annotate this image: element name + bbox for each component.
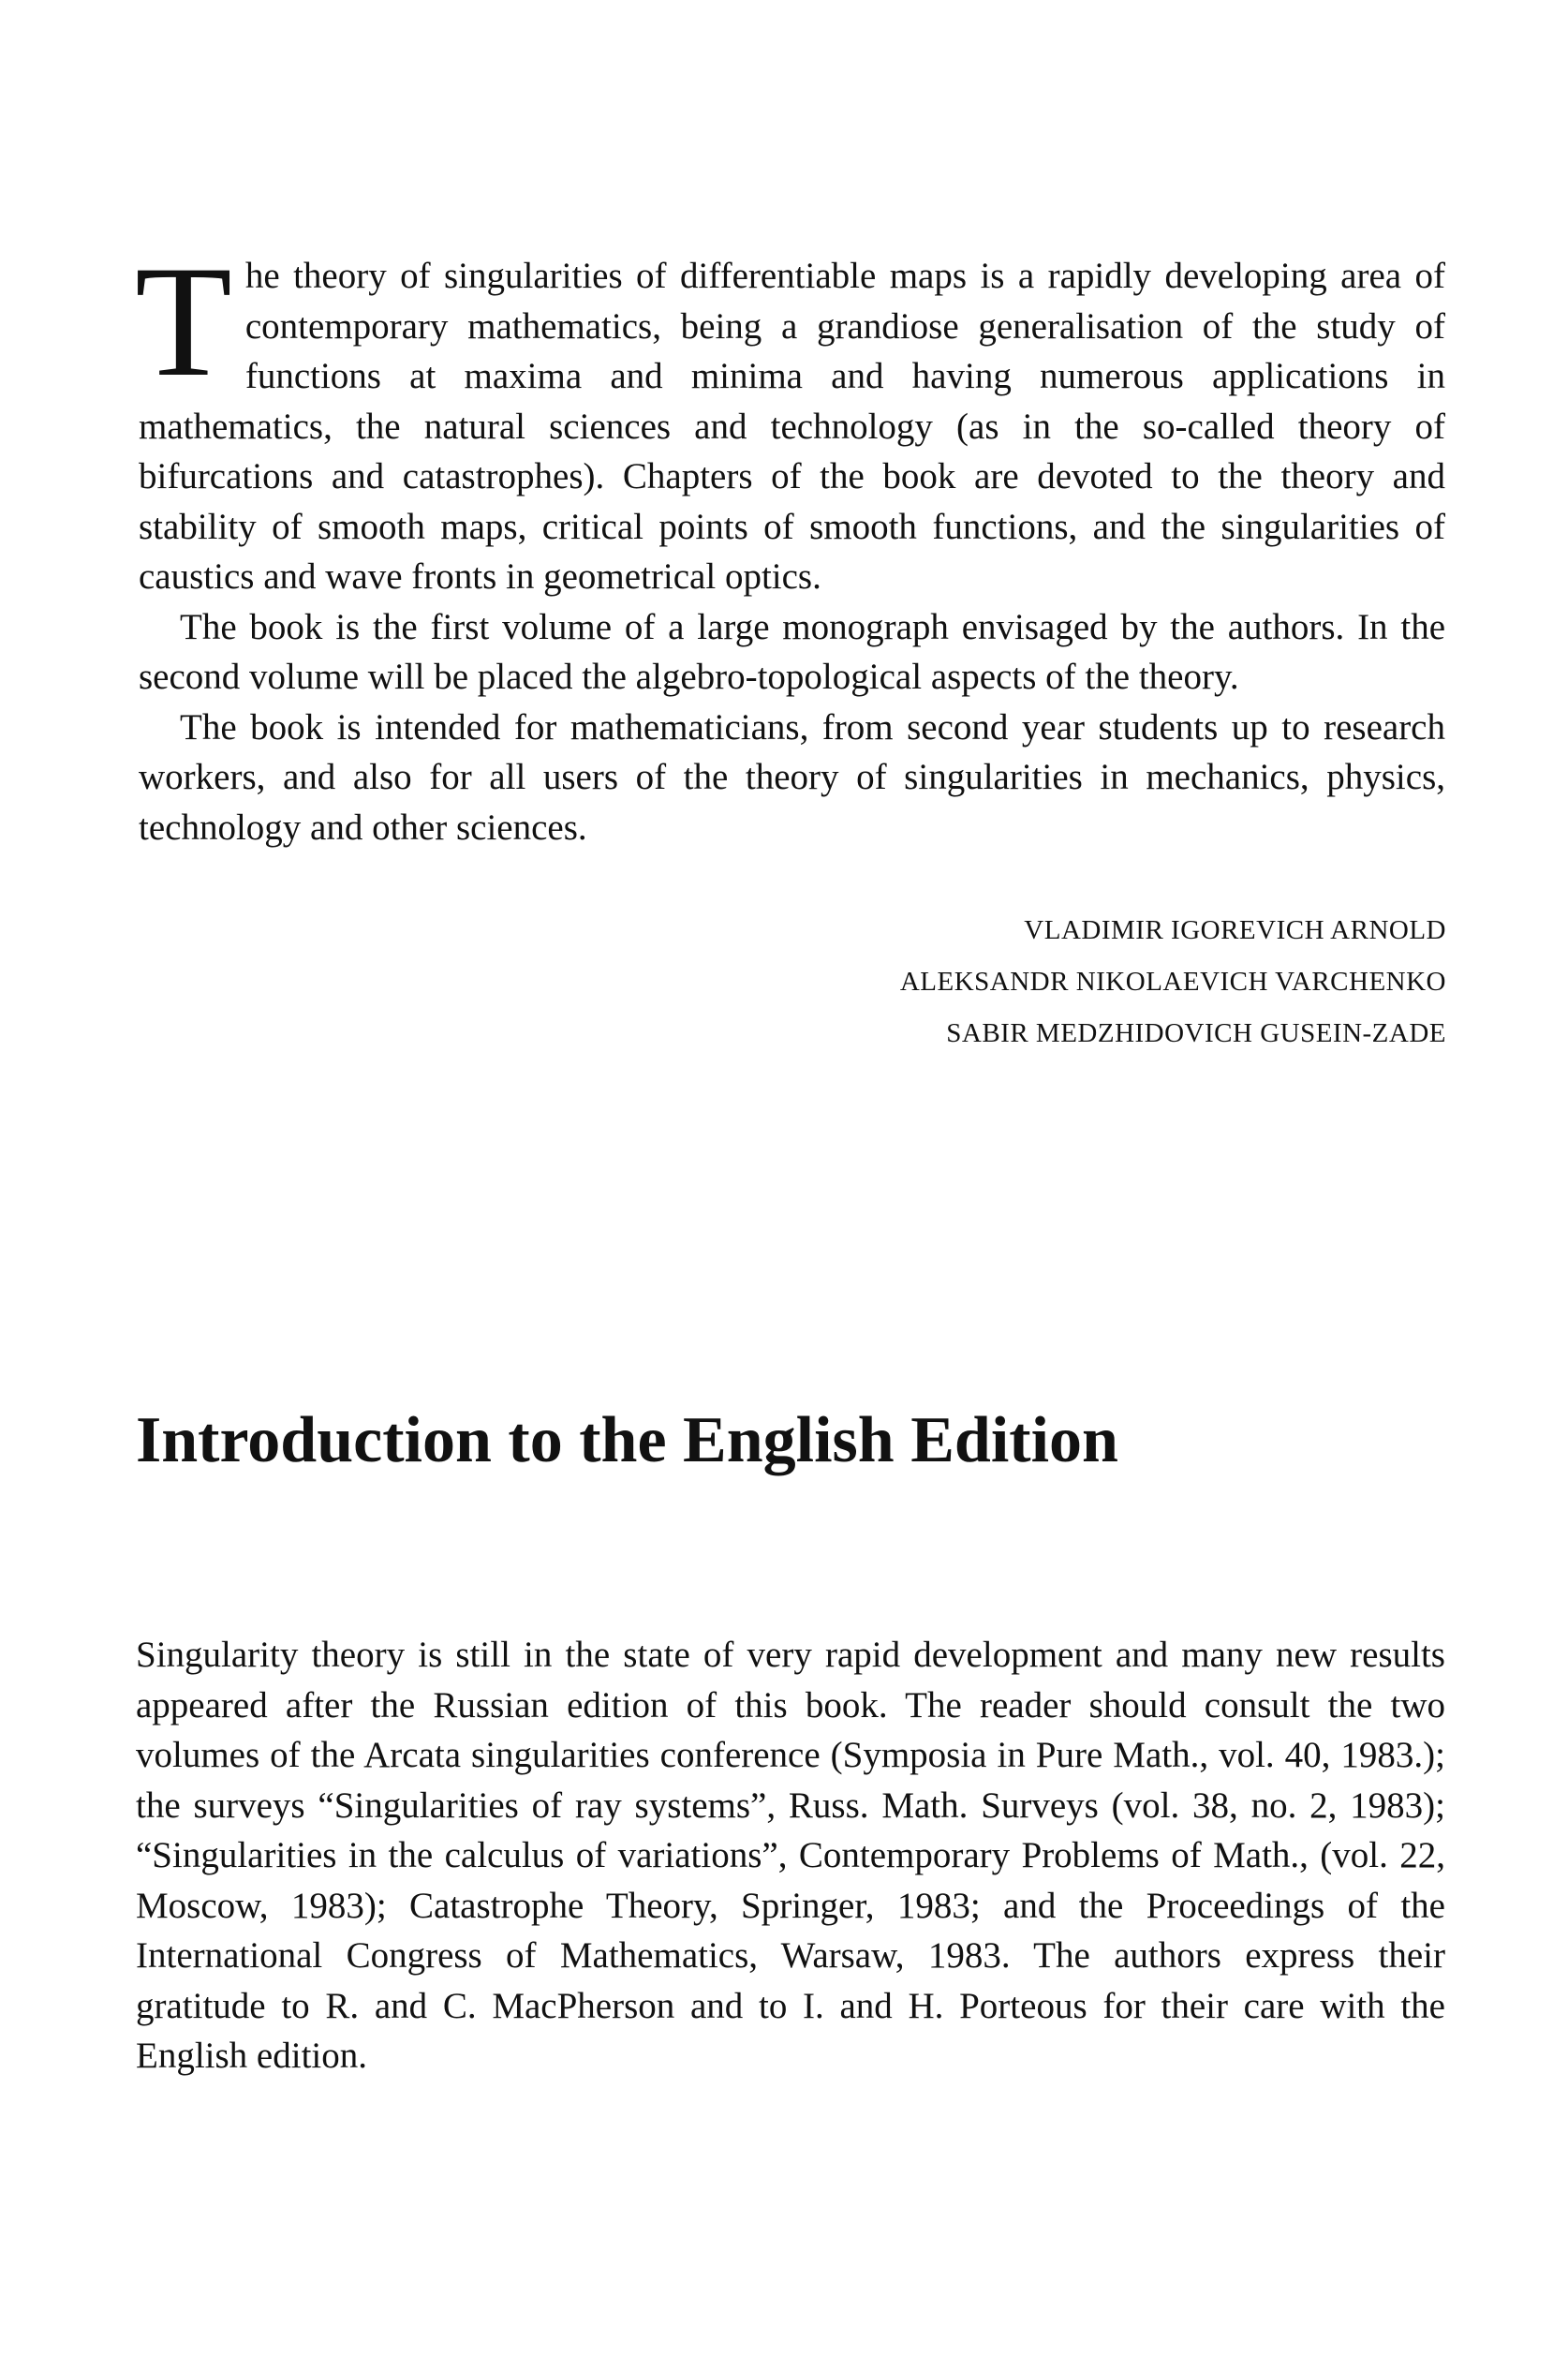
author-name: ALEKSANDR NIKOLAEVICH VARCHENKO xyxy=(899,967,1446,997)
introduction-paragraph: Singularity theory is still in the state of very rapid development and many new results appeared after the Russian edition of this book. The reader should consult the two volumes of the Arcata singularities conference (Symposia in Pure Math., vol. 40, 1983.); the surveys “Singularities of ray systems”, Russ. Math. Surveys (vol. 38, no. 2, 1983); “Singularities in the calculus of variations”, Contemporary Problems of Math., (vol. 22, Moscow, 1983); Catastrophe Theory, Springer, 1983; and the Proceedings of the International Congress of Mathematics, Warsaw, 1983. The authors express their gratitude to R. and C. MacPherson and to I. and H. Porteous for their care with the English edition. xyxy=(136,1635,1445,2076)
preface-paragraph-1 xyxy=(135,233,1445,602)
author-name: SABIR MEDZHIDOVICH GUSEIN-ZADE xyxy=(946,1018,1446,1048)
author-list xyxy=(900,905,1446,1059)
preface-text xyxy=(135,233,1445,852)
preface-paragraph-2: The book is the first volume of a large monograph envisaged by the authors. In the second volume will be placed the algebro-topological aspects of the theory. xyxy=(139,606,1445,697)
drop-cap: T xyxy=(135,233,232,409)
preface-paragraph-3: The book is intended for mathematicians, from second year students up to research workers, and also for all users of the theory of singularities in mechanics, physics, technology and other sciences. xyxy=(139,706,1445,848)
section-title: Introduction to the English Edition xyxy=(136,1404,1118,1476)
author-name: VLADIMIR IGOREVICH ARNOLD xyxy=(1024,915,1446,945)
preface-paragraph-1-text: he theory of singularities of differentiable maps is a rapidly developing area of contemporary mathematics, being a grandiose generalisation of the study of functions at maxima and minima and having numerous applications in mathematics, the natural sciences and technology (as in the so-called theory of bifurcations and catastrophes). Chapters of the book are devoted to the theory and stability of smooth maps, critical points of smooth functions, and the singularities of caustics and wave fronts in geometrical optics. xyxy=(139,256,1445,597)
